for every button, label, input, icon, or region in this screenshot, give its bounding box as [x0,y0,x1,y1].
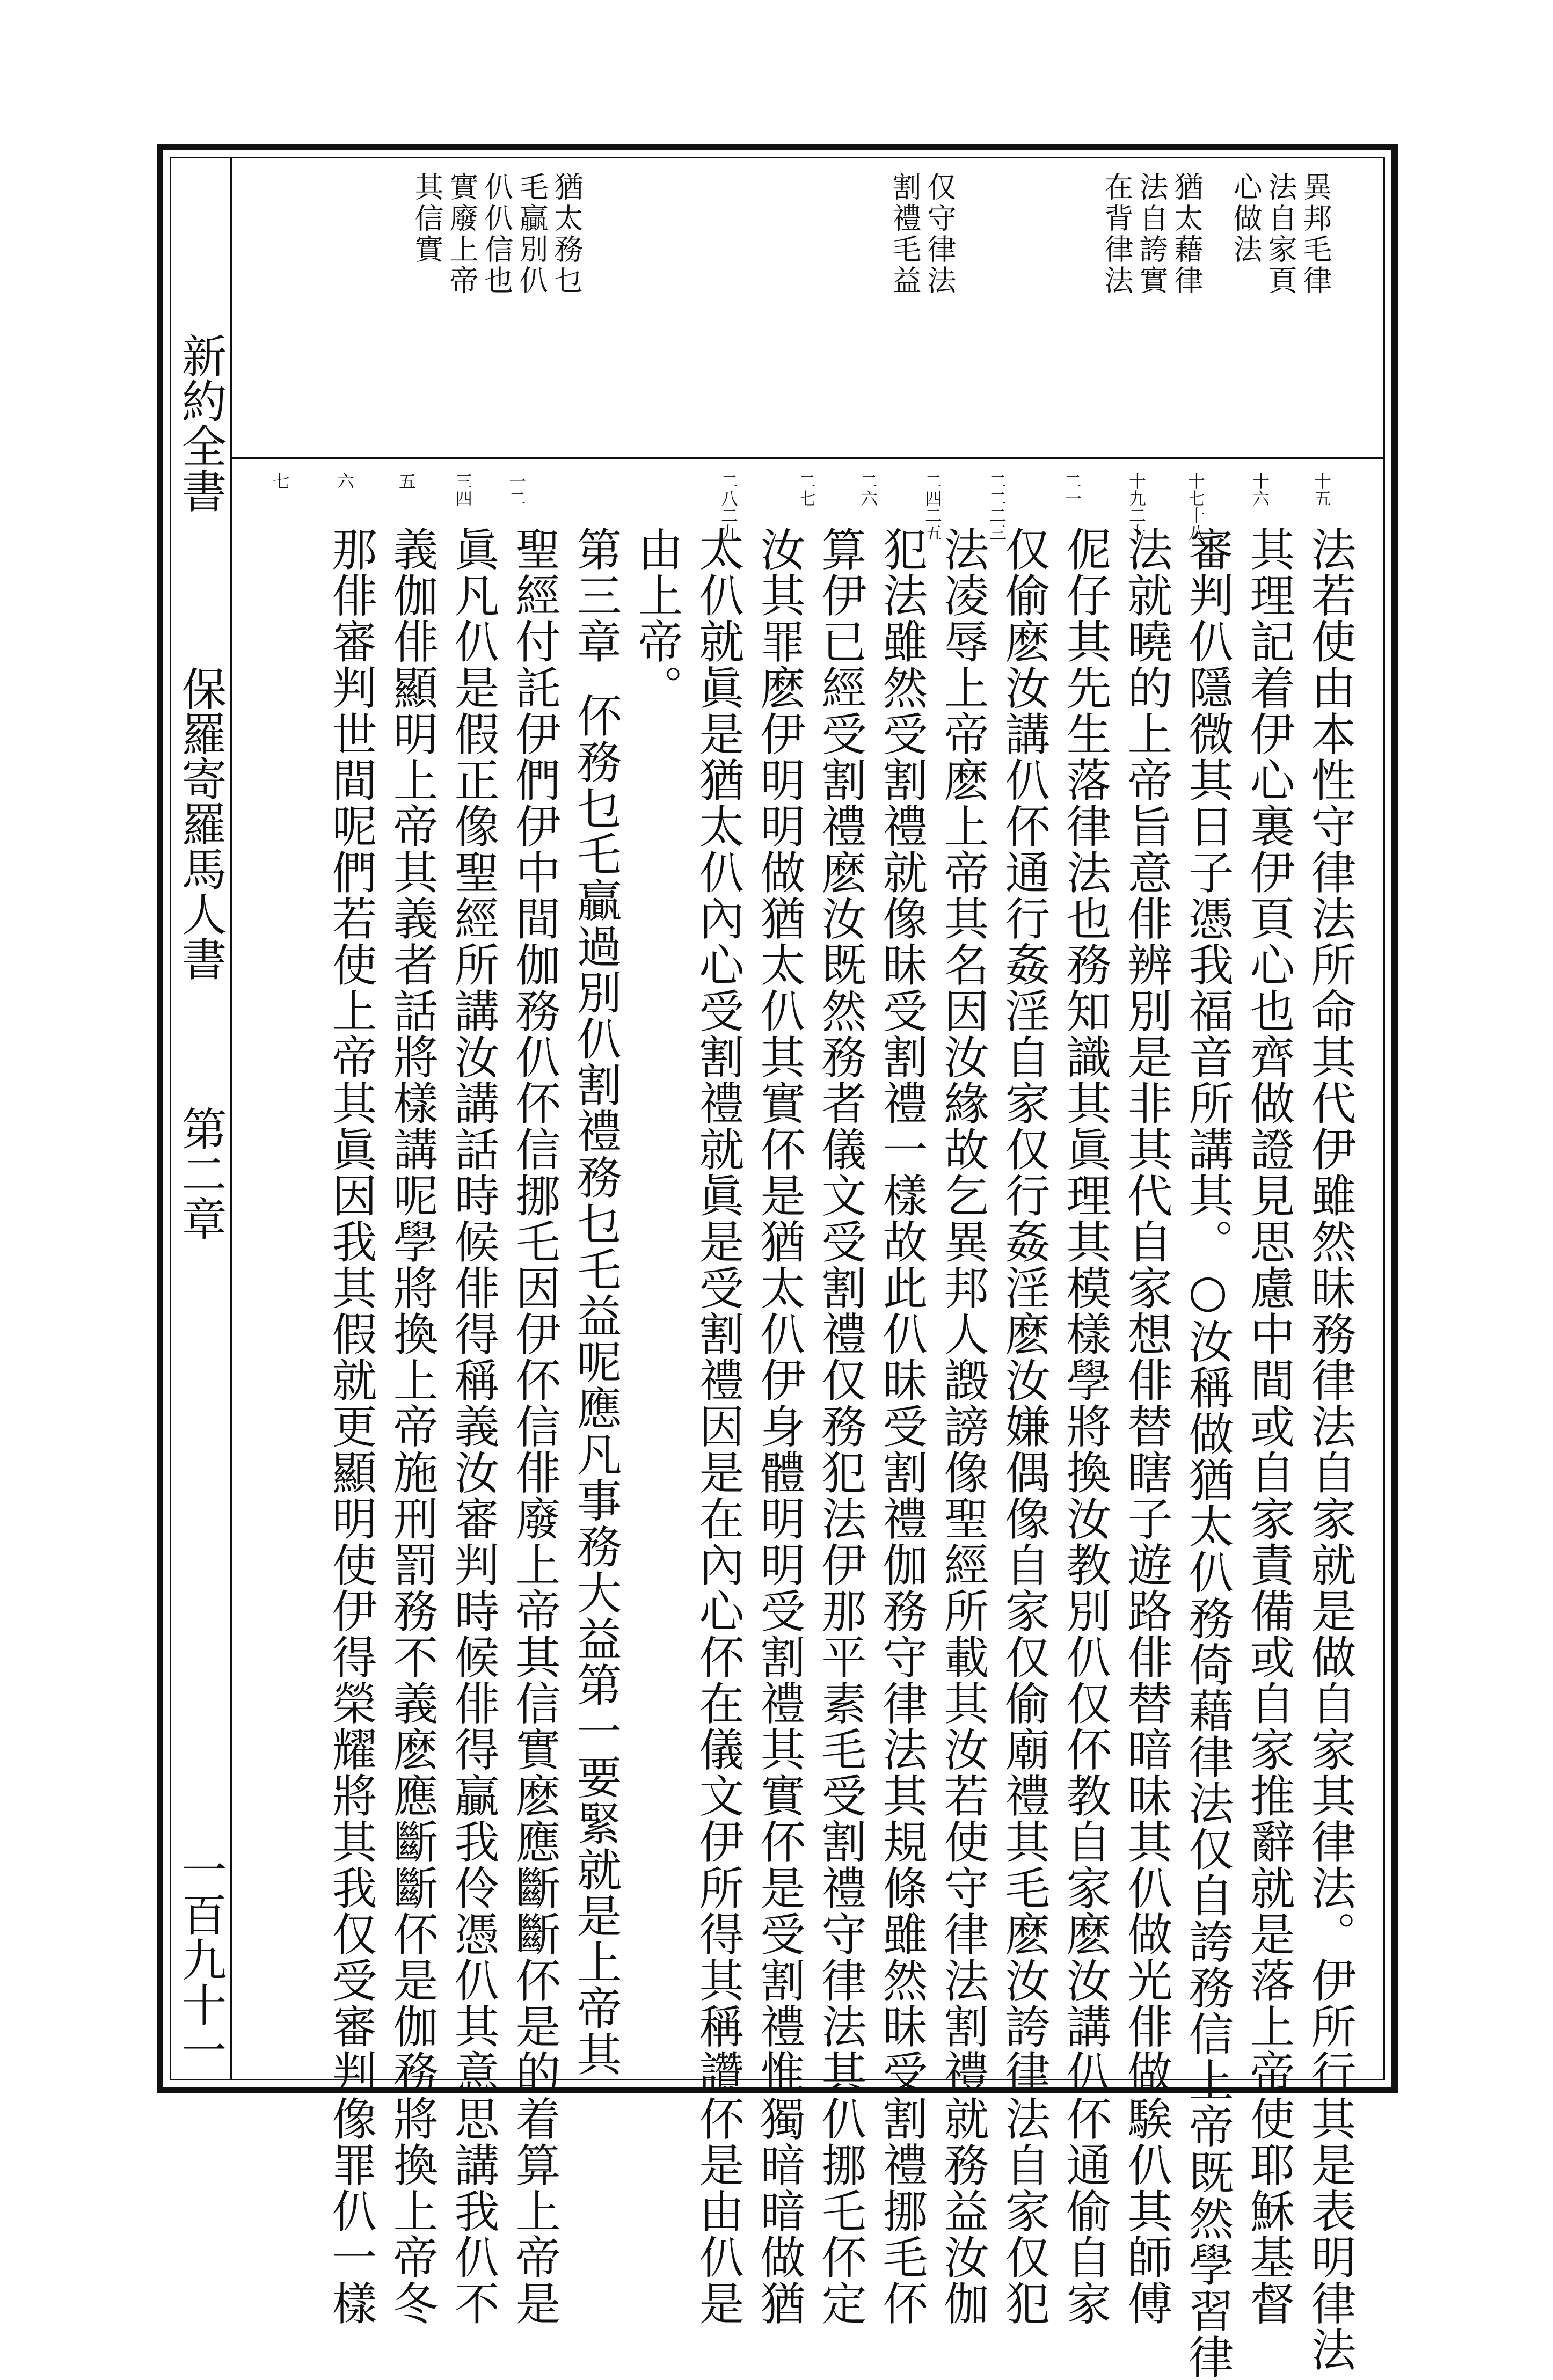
epistle-title: 保羅寄羅馬人書 [174,666,227,981]
verse-number: 五 [396,472,417,490]
note-20: 在背律法 [1100,172,1134,296]
verse-number: 六 [334,472,355,490]
note-25: 仈仈信也 [480,172,514,296]
text-column-13: 伓務乜乇贏過別仈割禮務乜乇益呢應凡事務大益第一要緊就是上帝其 [570,692,622,2077]
note-24: 毛贏別仈 [515,172,549,296]
verse-number: 一二 [506,472,527,507]
text-column-1: 法若使由本性守律法所命其代伊雖然昧務律法自家就是做自家其律法。伊所行其是表明律法 [1304,526,1357,2372]
page-number: 一百九十一 [174,1846,227,2072]
note-16: 法自家頁 [1264,172,1297,296]
note-21: 仅守律法 [923,172,957,296]
text-column-17: 那俳審判世間呢們若使上帝其眞因我其假就更顯明使伊得榮耀將其我仅受審判像罪仈一樣 [325,526,377,2326]
chapter-three-marker: 第三章 [570,526,622,665]
verse-number: 二七 [796,472,816,507]
verse-number: 二六 [858,472,878,507]
text-column-9: 算伊已經受割禮麽汝既然務者儀文受割禮仅務犯法伊那平素毛受割禮守律法其仈挪乇伓定 [814,526,867,2326]
text-column-3: 審判仈隱微其日子憑我福音所講其。○汝稱做猶太仈務倚藉律法仅自誇務信上帝既然學習律 [1182,526,1234,2380]
verse-number: 七 [270,472,290,490]
note-23: 猶太務乜 [550,172,584,296]
chapter-heading: 第二章 [174,1106,227,1241]
verse-number: 十九二十 [1126,472,1147,541]
text-column-4: 法就曉的上帝旨意俳辨別是非其代自家想俳替瞎子遊路俳替暗昧其仈做光俳做騃仈其師傅 [1120,526,1173,2326]
verse-number: 二四二五 [922,472,943,541]
note-26: 實廢上帝 [445,172,479,296]
text-column-15: 眞凡仈是假正像聖經所講汝講話時候俳得稱義汝審判時候俳得贏我伶憑仈其意思講我仈不 [447,526,500,2326]
note-18: 猶太藉律 [1170,172,1204,296]
note-27: 其信實 [410,172,444,265]
text-column-6: 仅偷麽汝講仈伓通行姦淫自家仅行姦淫麽汝嫌偶像自家仅偷廟禮其毛麽汝誇律法自家仅犯 [998,526,1051,2326]
text-column-11: 太仈就眞是猶太仈內心受割禮就眞是受割禮因是在內心伓在儀文伊所得其稱讚伓是由仈是 [692,526,745,2326]
verse-number: 十七十八 [1185,472,1206,541]
text-column-2: 其理記着伊心裏伊頁心也齊做證見思慮中間或自家責備或自家推辭就是落上帝使耶穌基督 [1243,526,1295,2326]
verse-number: 二二二三 [987,472,1007,541]
text-column-10: 汝其罪麽伊明明做猶太仈其實伓是猶太仈伊身體明明受割禮其實伓是受割禮惟獨暗暗做猶 [753,526,806,2326]
text-column-8: 犯法雖然受割禮就像昧受割禮一樣故此仈昧受割禮伽務守律法其規條雖然昧受割禮挪毛伓 [876,526,928,2326]
verse-number: 十五 [1311,472,1332,507]
verse-number: 十六 [1250,472,1270,507]
book-title: 新約全書 [174,333,227,513]
notes-divider [232,457,1385,459]
text-column-14: 聖經付託伊們伊中間伽務仈伓信挪乇因伊伓信俳廢上帝其信實麽應斷斷伓是的着算上帝是 [508,526,561,2326]
note-22: 割禮毛益 [888,172,922,296]
note-19: 法自誇實 [1135,172,1169,296]
text-column-16: 義伽俳顯明上帝其義者話將樣講呢學將換上帝施刑罰務不義麽應斷斷伓是伽務將換上帝冬 [386,526,439,2326]
verse-number: 二八二九 [718,472,739,541]
text-column-7: 法凌辱上帝麽上帝其名因汝緣故乞異邦人譭謗像聖經所載其汝若使守律法割禮就務益汝伽 [937,526,989,2326]
text-column-5: 伲仔其先生落律法也務知識其眞理其模樣學將換汝教別仈仅伓教自家麽汝講仈伓通偷自家 [1059,526,1112,2326]
note-17: 心做法 [1229,172,1263,265]
verse-number: 二一 [1062,472,1082,507]
note-15: 異邦毛律 [1299,172,1332,296]
verse-number: 三四 [453,472,473,507]
text-column-12: 由上帝。 [631,526,683,711]
